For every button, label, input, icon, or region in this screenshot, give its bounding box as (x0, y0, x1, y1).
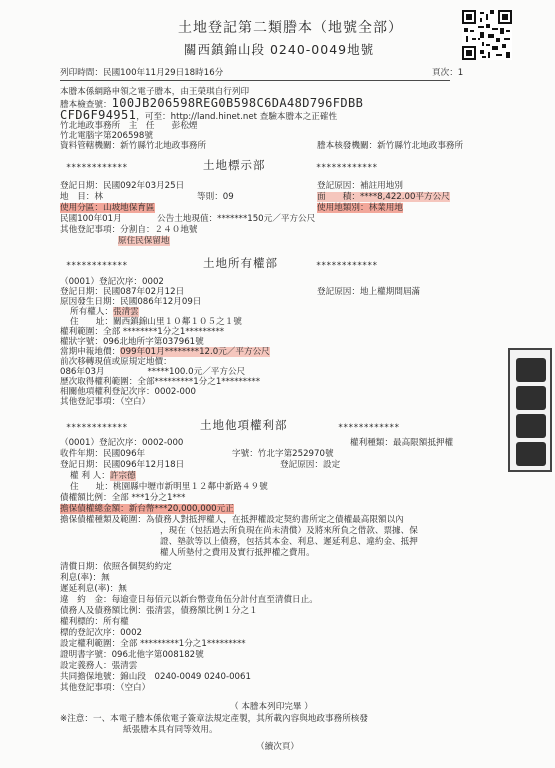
check-number-label: 謄本檢查號：100JB206598REG0B598C6DA48D796FDBB (60, 96, 364, 110)
section-stars: ************ (66, 163, 128, 173)
other-rights-heading: 土地他項權利部 (200, 418, 288, 432)
rights-holder: 權 利 人：許宗德 (70, 471, 136, 481)
continued: （續次頁） (256, 742, 299, 752)
own-scope: 權利範圍：全部 ********1分之1********* (60, 327, 225, 337)
due-date: 清償日期：依照各個契約約定 (60, 562, 172, 572)
scope-line: 擔保債權種類及範圍：為債務人對抵押權人，在抵押權設定契約書所定之債權最高限額以內 (60, 515, 404, 525)
jurisdiction: 資料管轄機關：新竹縣竹北地政事務所 (60, 141, 207, 151)
office-director: 竹北地政事務所 主 任 彭松煙 (60, 121, 198, 131)
cert-number: 證明書字號：096北他字第008182號 (60, 650, 204, 660)
or-seq: （0001）登記次序：0002-000 (60, 438, 184, 448)
aboriginal-reserve: 原住民保留地 (118, 236, 170, 246)
own-reg-date: 登記日期：民國087年02月12日 (60, 287, 185, 297)
own-seq: （0001）登記次序：0002 (60, 277, 164, 287)
land-other-reg: 其他登記事項：分割自：２４０地號 (60, 225, 198, 235)
or-receipt-year: 收件年期：民國096年 (60, 449, 146, 459)
owner: 所有權人：張清雲 (70, 307, 139, 317)
delay-interest: 遲延利息(率)：無 (60, 584, 127, 594)
check-number-cont: CFD6F94951，可至：http://land.hinet.net 查驗本謄本之正確性 (60, 108, 338, 122)
land-reg-reason: 登記原因：補註用地別 (317, 181, 403, 191)
page-number: 頁次：1 (432, 68, 464, 78)
land-zone: 使用分區：山坡地保育區 (60, 203, 155, 213)
interest: 利息(率)：無 (60, 573, 110, 583)
scope-line: 權人所墊付之費用及實行抵押權之費用。 (160, 548, 315, 558)
section-stars: ************ (316, 261, 378, 271)
announced-value: 公告土地現值：*******150元／平方公尺 (157, 214, 316, 224)
seal-stamp (508, 348, 552, 472)
section-stars: ************ (338, 423, 400, 433)
land-area: 面 積：****8,422.00平方公尺 (317, 192, 450, 202)
issuing-office: 謄本核發機關：新竹縣竹北地政事務所 (317, 141, 464, 151)
own-reg-reason: 登記原因：地上權期間屆滿 (317, 287, 421, 297)
own-other: 其他登記事項：（空白） (60, 397, 151, 407)
document-subtitle: 關西鎮錦山段 0240-0049地號 (184, 42, 375, 57)
prev-value-label: 前次移轉現值或原規定地價： (60, 357, 172, 367)
or-reg-date: 登記日期：民國096年12月18日 (60, 460, 185, 470)
claim-ratio: 債權額比例：全部 ***1分之1*** (60, 493, 186, 503)
or-right-type: 權利種類：最高限額抵押權 (350, 438, 454, 448)
prev-value: 086年03月 *****100.0元／平方公尺 (60, 367, 246, 377)
qr-code-icon (462, 10, 512, 60)
setter: 設定義務人：張清雲 (60, 661, 138, 671)
secured-amount: 擔保債權總金額：新台幣***20,000,000元正 (60, 504, 234, 514)
land-category: 地 目：林 (60, 192, 103, 202)
scope-line: 證、墊款等以上債務，包括其本金、利息、遲延利息、違約金、抵押 (160, 537, 418, 547)
joint-collateral: 共同擔保地號：錦山段 0240-0049 0240-0061 (60, 672, 251, 682)
section-stars: ************ (66, 261, 128, 271)
print-time: 列印時間：民國100年11月29日18時16分 (60, 68, 224, 78)
own-cause-date: 原因發生日期：民國086年12月09日 (60, 297, 202, 307)
or-other: 其他登記事項：（空白） (60, 683, 151, 693)
value-year: 民國100年01月 (60, 214, 122, 224)
land-grade: 等則：09 (197, 192, 234, 202)
note-line: ※注意：一、本電子謄本係依電子簽章法規定產製，其所載內容與地政事務所核發 (60, 714, 368, 724)
intro-line: 本謄本係網路申領之電子謄本，由王榮琪自行列印 (60, 87, 250, 97)
penalty: 違 約 金：每逾壹日每佰元以新台幣壹角伍分計付直至清償日止。 (60, 595, 318, 605)
declared-value: 當期申報地價：099年01月********12.0元／平方公尺 (60, 347, 270, 357)
document-title: 土地登記第二類謄本（地號全部） (178, 20, 403, 36)
own-cert: 權狀字號：096北地所字第037961號 (60, 337, 204, 347)
debtor-ratio: 債務人及債務額比例：張清雲，債務額比例１分之１ (60, 606, 258, 616)
computer-number: 竹北電腦字第206598號 (60, 131, 153, 141)
target-seq: 標的登記次序：0002 (60, 628, 143, 638)
related-rights: 相關他項權利登記次序：0002-000 (60, 387, 196, 397)
section-stars: ************ (66, 423, 128, 433)
hist-scope: 歷次取得權利範圍：全部*********1分之1********* (60, 377, 260, 387)
ownership-heading: 土地所有權部 (203, 256, 278, 270)
section-stars: ************ (316, 163, 378, 173)
end-of-print: （ 本謄本列印完畢 ） (230, 702, 313, 712)
or-receipt-no: 字號：竹北字第252970號 (232, 449, 334, 459)
land-label-heading: 土地標示部 (203, 158, 266, 172)
set-scope: 設定權利範圍：全部 *********1分之1********* (60, 639, 246, 649)
divider (60, 80, 450, 81)
holder-address: 住 址：桃園縣中壢市新明里１２鄰中新路４９號 (70, 482, 268, 492)
scope-line: ，現在（包括過去所負現在尚未清償）及將來所負之借款、票據、保 (160, 526, 418, 536)
right-target: 權利標的：所有權 (60, 617, 129, 627)
land-reg-date: 登記日期：民國092年03月25日 (60, 181, 185, 191)
land-use: 使用地類別：林業用地 (317, 203, 403, 213)
or-reg-reason: 登記原因：設定 (280, 460, 341, 470)
note-line: 紙張謄本具有同等效用。 (123, 725, 218, 735)
owner-address: 住 址：關西鎮錦山里１０鄰１０５之１號 (70, 317, 242, 327)
